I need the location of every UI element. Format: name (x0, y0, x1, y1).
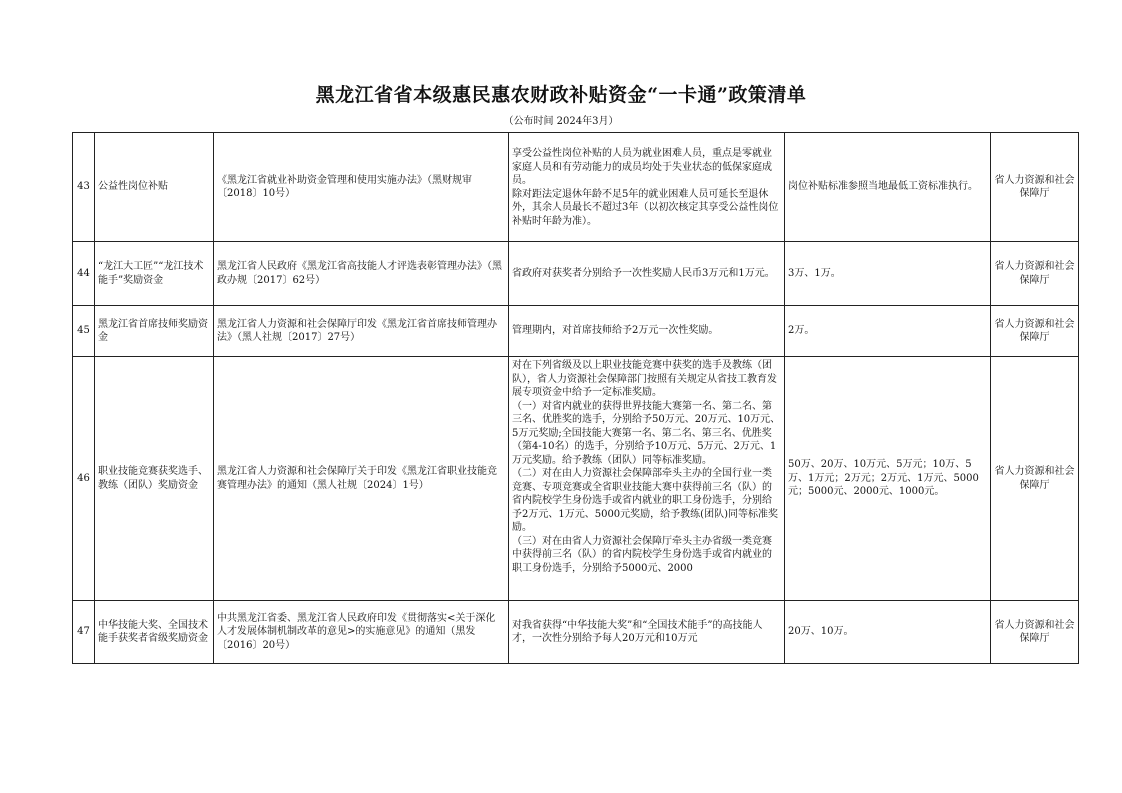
row-number: 44 (73, 242, 95, 306)
subsidy-name: “龙江大工匠”“龙江技术能手”奖励资金 (95, 242, 214, 306)
subsidy-name: 黑龙江省首席技师奖励资金 (95, 306, 214, 357)
subsidy-standard: 50万、20万、10万元、5万元；10万、5万、1万元；2万元；2万元、1万元、5000元；5000元、2000元、1000元。 (785, 357, 991, 601)
policy-basis: 黑龙江省人力资源和社会保障厅关于印发《黑龙江省职业技能竞赛管理办法》的通知（黑人社规〔2024〕1号） (214, 357, 509, 601)
table-row (73, 601, 1079, 664)
row-number: 46 (73, 357, 95, 601)
subsidy-target: 享受公益性岗位补贴的人员为就业困难人员，重点是零就业家庭人员和有劳动能力的成员均处于失业状态的低保家庭成员。 除对距法定退休年龄不足5年的就业困难人员可延长至退休外，其余人员最长不超过3年（以初次核定其享受公益性岗位补贴时年龄为准）。 (509, 133, 785, 242)
policy-basis: 黑龙江省人力资源和社会保障厅印发《黑龙江省首席技师管理办法》（黑人社规〔2017〕27号） (214, 306, 509, 357)
table-row (73, 133, 1079, 242)
subsidy-standard: 岗位补贴标准参照当地最低工资标准执行。 (785, 133, 991, 242)
responsible-agency: 省人力资源和社会保障厅 (991, 306, 1079, 357)
responsible-agency: 省人力资源和社会保障厅 (991, 133, 1079, 242)
subsidy-name: 公益性岗位补贴 (95, 133, 214, 242)
policy-basis: 中共黑龙江省委、黑龙江省人民政府印发《贯彻落实<关于深化人才发展体制机制改革的意见>的实施意见》的通知（黑发〔2016〕20号） (214, 601, 509, 664)
subsidy-standard: 20万、10万。 (785, 601, 991, 664)
policy-table (72, 132, 1079, 664)
policy-basis: 《黑龙江省就业补助资金管理和使用实施办法》（黑财规审〔2018〕10号） (214, 133, 509, 242)
responsible-agency: 省人力资源和社会保障厅 (991, 357, 1079, 601)
policy-basis: 黑龙江省人民政府《黑龙江省高技能人才评选表彰管理办法》（黑政办规〔2017〕62号） (214, 242, 509, 306)
row-number: 45 (73, 306, 95, 357)
table-row (73, 242, 1079, 306)
table-row (73, 357, 1079, 601)
subsidy-target: 省政府对获奖者分别给予一次性奖励人民币3万元和1万元。 (509, 242, 785, 306)
subsidy-target: 管理期内，对首席技师给予2万元一次性奖励。 (509, 306, 785, 357)
row-number: 47 (73, 601, 95, 664)
page-title: 黑龙江省省本级惠民惠农财政补贴资金“一卡通”政策清单 (315, 84, 807, 106)
responsible-agency: 省人力资源和社会保障厅 (991, 601, 1079, 664)
subsidy-standard: 2万。 (785, 306, 991, 357)
subsidy-target: 对在下列省级及以上职业技能竞赛中获奖的选手及教练（团队），省人力资源社会保障部门按照有关规定从省技工教育发展专项资金中给予一定标准奖励。 （一）对省内就业的获得世界技能大赛第一名、第二名、第三名、优胜奖的选手，分别给予50万元、20万元、10万元、5万元奖励;全国技能大赛第一名、第二名、第三名、优胜奖（第4-10名）的选手，分别给予10万元、5万元、2万元、1万元奖励。给予教练（团队）同等标准奖励。 （二）对在由人力资源社会保障部牵头主办的全国行业一类竞赛、专项竞赛或全省职业技能大赛中获得前三名（队）的省内院校学生身份选手或省内就业的职工身份选手，分别给予2万元、1万元、5000元奖励，给予教练(团队)同等标准奖励。 （三）对在由省人力资源社会保障厅牵头主办省级一类竞赛中获得前三名（队）的省内院校学生身份选手或省内就业的职工身份选手，分别给予5000元、2000 (509, 357, 785, 601)
subsidy-name: 职业技能竞赛获奖选手、教练（团队）奖励资金 (95, 357, 214, 601)
responsible-agency: 省人力资源和社会保障厅 (991, 242, 1079, 306)
subsidy-standard: 3万、1万。 (785, 242, 991, 306)
row-number: 43 (73, 133, 95, 242)
table-row (73, 306, 1079, 357)
subsidy-name: 中华技能大奖、全国技术能手获奖者省级奖励资金 (95, 601, 214, 664)
publish-date: （公布时间 2024年3月） (503, 116, 619, 127)
subsidy-target: 对我省获得“中华技能大奖”和“全国技术能手”的高技能人才，一次性分别给予每人20万元和10万元 (509, 601, 785, 664)
